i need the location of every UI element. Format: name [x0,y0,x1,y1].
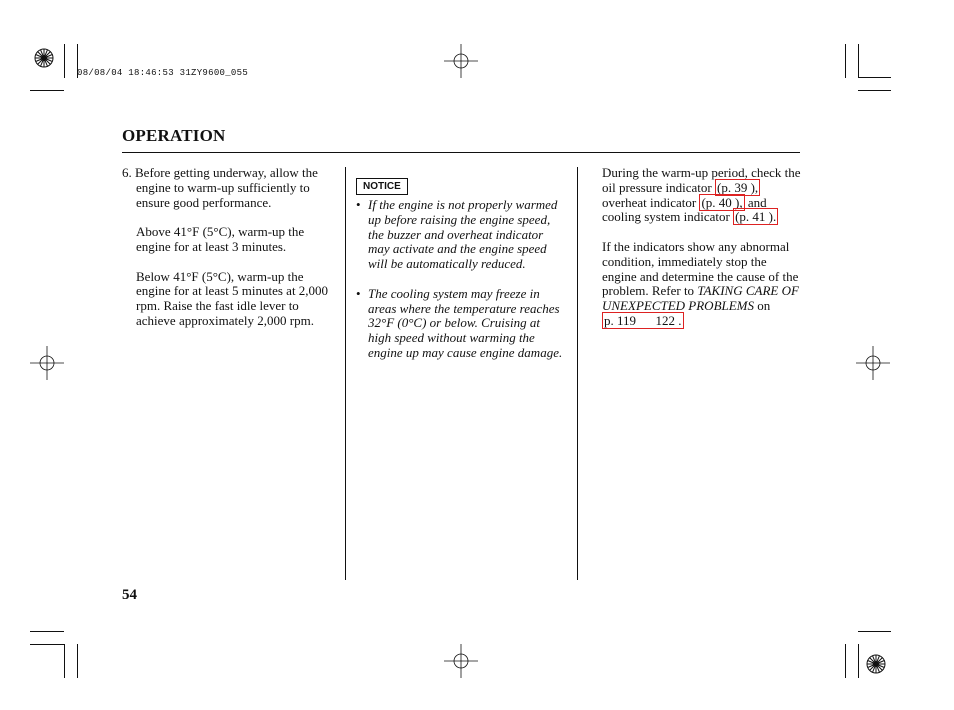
link-page-39[interactable]: (p. 39 ), [717,179,759,195]
warmup-indicator-paragraph [602,166,802,225]
crop-mark [77,644,78,678]
paragraph-text: If the indicators show any abnormal condition, immediately stop the engine and determine the cause of the problem. Refer to [602,238,799,299]
section-reference: TAKING CARE OF UNEXPECTED PROBLEMS [602,283,799,314]
bullet-icon: • [356,285,361,301]
crop-mark [858,644,859,678]
column-indicators [602,166,802,344]
crop-mark [30,90,64,91]
paragraph-text: During the warm-up period, check the oil pressure indicator [602,165,801,195]
crosshair-mark-right [856,346,890,380]
header-rule [122,152,800,153]
link-page-40[interactable]: (p. 40 ), [701,194,743,210]
above-41f-instruction: Above 41°F (5°C), warm-up the engine for at least 3 minutes. [136,224,305,254]
print-stamp: 08/08/04 18:46:53 31ZY9600_055 [77,68,249,78]
crop-mark [64,644,65,678]
crop-mark [845,44,846,78]
link-page-41[interactable]: (p. 41 ). [735,209,777,225]
paragraph-text: on [757,298,771,314]
crop-mark [858,631,891,632]
crop-mark [30,644,64,645]
crop-mark [858,90,891,91]
registration-mark-top-left [34,48,54,68]
link-page-119-122[interactable]: p. 119 122 . [604,312,682,328]
step-number: 6. [122,165,132,180]
crop-mark [858,77,891,78]
crop-mark [30,631,64,632]
notice-bullet [356,287,564,361]
section-title: OPERATION [122,126,226,145]
paragraph-text: and cooling system indicator [602,194,767,225]
notice-label: NOTICE [356,178,408,195]
crop-mark [858,44,859,78]
step-text: Before getting underway, allow the engine to warm-up sufficiently to ensure good performance. [135,165,318,210]
column-warmup-steps [122,166,336,344]
paragraph-text: overheat indicator [602,194,697,210]
crop-mark [845,644,846,678]
page-number: 54 [122,587,137,603]
registration-mark-bottom-right [866,654,886,674]
bullet-icon: • [356,197,361,212]
notice-bullet-text: The cooling system may freeze in areas where the temperature reaches 32°F (0°C) or below. Cruising at high speed without warming the engine up may cause engine damage. [368,285,563,360]
abnormal-condition-paragraph [602,240,802,329]
below-41f-instruction: Below 41°F (5°C), warm-up the engine for at least 5 minutes at 2,000 rpm. Raise the fast idle lever to achieve approximately 2,000 rpm. [136,268,329,328]
column-notice [356,178,564,376]
crosshair-mark-bottom [444,644,478,678]
crosshair-mark-top [444,44,478,78]
notice-bullet-text: If the engine is not properly warmed up before raising the engine speed, the buzzer and overheat indicator may activate and the engine speed will be automatically reduced. [368,197,558,272]
column-divider [345,167,346,580]
crop-mark [64,44,65,78]
step-6 [122,166,336,210]
crosshair-mark-left [30,346,64,380]
column-divider [577,167,578,580]
notice-bullet [356,198,564,272]
